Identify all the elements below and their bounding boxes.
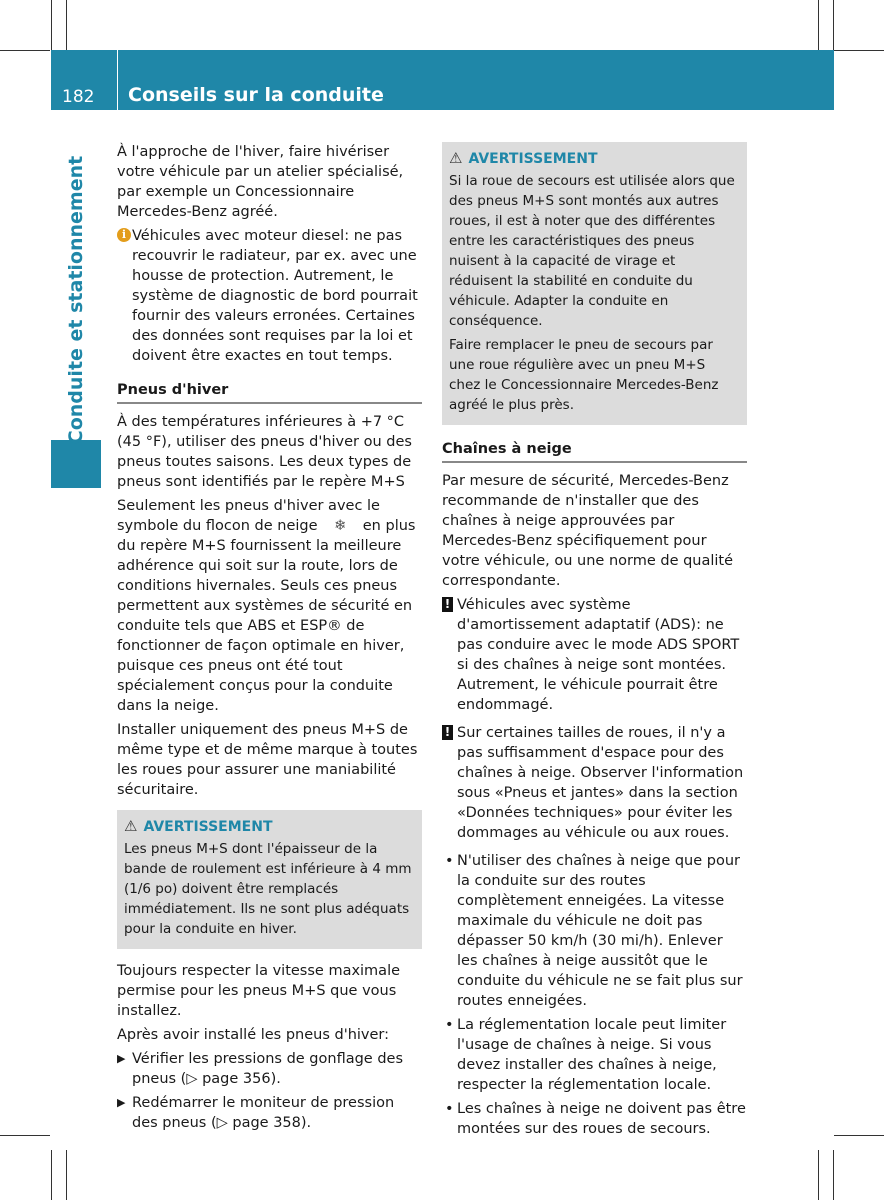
warning-text: Les pneus M+S dont l'épaisseur de la bande de roulement est inférieure à 4 mm (1/6 po) doivent être remplacés immédiatement. Ils ne sont plus adéquats pour la conduite en hiver. — [124, 841, 412, 937]
warning-triangle-icon: ⚠ — [124, 817, 138, 835]
crop-mark — [833, 0, 834, 50]
notice — [442, 595, 747, 715]
notice-text: Sur certaines tailles de roues, il n'y a pas suffisamment d'espace pour des chaînes à neige. Observer l'information sous «Pneus et jantes» dans la section «Données techniques» pour éviter les dommages au véhicule ou aux roues. — [457, 725, 744, 841]
section-heading-winter-tires: Pneus d'hiver — [117, 380, 422, 404]
crop-mark — [834, 1135, 884, 1136]
list-item-text: N'utiliser des chaînes à neige que pour la conduite sur des routes complètement enneigées. La vitesse maximale du véhicule ne doit pas dépasser 50 km/h (30 mi/h). Enlever les chaînes à neige aussitôt que le conduite du véhicule ne se fait plus sur routes enneigées. — [457, 853, 743, 1009]
paragraph: Après avoir installé les pneus d'hiver: — [117, 1027, 390, 1043]
crop-mark — [834, 50, 884, 51]
info-icon: i — [117, 228, 131, 242]
bullet-icon: • — [445, 1017, 454, 1033]
page-title: Conseils sur la conduite — [128, 84, 384, 106]
crop-mark — [0, 1135, 50, 1136]
crop-mark — [66, 1150, 67, 1200]
intro-paragraph: À l'approche de l'hiver, faire hivériser votre véhicule par un atelier spécialisé, par exemple un Concessionnaire Mercedes-Benz agréé. — [117, 144, 404, 220]
warning-title-text: AVERTISSEMENT — [468, 151, 598, 167]
crop-mark — [818, 1150, 819, 1200]
right-column — [442, 142, 747, 1143]
bullet-icon: • — [445, 853, 454, 869]
info-note-text: Véhicules avec moteur diesel: ne pas recouvrir le radiateur, par ex. avec une housse de protection. Autrement, le système de diagnostic de bord pourrait fournir des valeurs erronées. Certaines des données sont requises par la loi et doivent être exactes en tout temps. — [132, 228, 418, 364]
step-item — [117, 1049, 422, 1089]
paragraph-part: en plus du repère M+S fournissent la meilleure adhérence qui soit sur la route, lors de conditions hivernales. Seuls ces pneus permettent aux systèmes de sécurité en conduite tels que ABS et ESP® de fonctionner de façon optimale en hiver, puisque ces pneus ont été tout spécialement conçus pour la conduite dans la neige. — [117, 518, 416, 714]
list-item-text: Les chaînes à neige ne doivent pas être montées sur des roues de secours. — [457, 1101, 746, 1137]
left-column — [117, 142, 422, 1137]
warning-text: Si la roue de secours est utilisée alors que des pneus M+S sont montés aux autres roues, il est à noter que des différentes entre les caractéristiques des pneus nuisent à la capacité de virage et réduisent la stabilité en conduite du véhicule. Adapter la conduite en conséquence. — [449, 173, 735, 329]
list-item-text: La réglementation locale peut limiter l'usage de chaînes à neige. Si vous devez installer des chaînes à neige, respecter la réglementation locale. — [457, 1017, 727, 1093]
section-heading-snow-chains: Chaînes à neige — [442, 439, 747, 463]
step-item — [117, 1093, 422, 1133]
crop-mark — [0, 50, 50, 51]
crop-mark — [833, 1150, 834, 1200]
warning-title — [124, 816, 415, 837]
list-item — [442, 851, 747, 1011]
exclamation-icon: ! — [442, 597, 453, 612]
warning-title — [449, 148, 740, 169]
warning-box — [117, 810, 422, 949]
list-item — [442, 1015, 747, 1095]
info-note — [117, 226, 422, 366]
snowflake-icon: ❄ — [334, 518, 347, 534]
list-item — [442, 1099, 747, 1139]
warning-title-text: AVERTISSEMENT — [143, 819, 273, 835]
notice — [442, 723, 747, 843]
page-number: 182 — [62, 87, 95, 107]
paragraph: À des températures inférieures à +7 °C (45 °F), utiliser des pneus d'hiver ou des pneus toutes saisons. Les deux types de pneus sont identifiés par le repère M+S — [117, 414, 412, 490]
crop-mark — [51, 0, 52, 50]
step-text: Redémarrer le moniteur de pression des pneus (▷ page 358). — [132, 1095, 395, 1131]
warning-box — [442, 142, 747, 425]
crop-mark — [66, 0, 67, 50]
arrow-icon: ▶ — [117, 1096, 126, 1109]
paragraph-part: Seulement les pneus d'hiver avec le symbole du flocon de neige — [117, 498, 380, 534]
paragraph — [117, 496, 422, 716]
exclamation-icon: ! — [442, 725, 453, 740]
notice-text: Véhicules avec système d'amortissement adaptatif (ADS): ne pas conduire avec le mode ADS SPORT si des chaînes à neige sont montées. Autrement, le véhicule pourrait être endommagé. — [457, 597, 740, 713]
crop-mark — [51, 1150, 52, 1200]
paragraph: Installer uniquement des pneus M+S de même type et de même marque à toutes les roues pour assurer une maniabilité sécuritaire. — [117, 722, 418, 798]
arrow-icon: ▶ — [117, 1052, 126, 1065]
warning-text: Faire remplacer le pneu de secours par une roue régulière avec un pneu M+S chez le Concessionnaire Mercedes-Benz agréé le plus près. — [449, 337, 719, 413]
step-text: Vérifier les pressions de gonflage des pneus (▷ page 356). — [132, 1051, 404, 1087]
paragraph: Par mesure de sécurité, Mercedes-Benz recommande de n'installer que des chaînes à neige approuvées par Mercedes-Benz spécifiquement pour votre véhicule, ou une norme de qualité correspondante. — [442, 473, 734, 589]
paragraph: Toujours respecter la vitesse maximale permise pour les pneus M+S que vous installez. — [117, 963, 401, 1019]
bullet-icon: • — [445, 1101, 454, 1117]
warning-triangle-icon: ⚠ — [449, 149, 463, 167]
crop-mark — [818, 0, 819, 50]
side-tab-label: Conduite et stationnement — [65, 155, 87, 445]
